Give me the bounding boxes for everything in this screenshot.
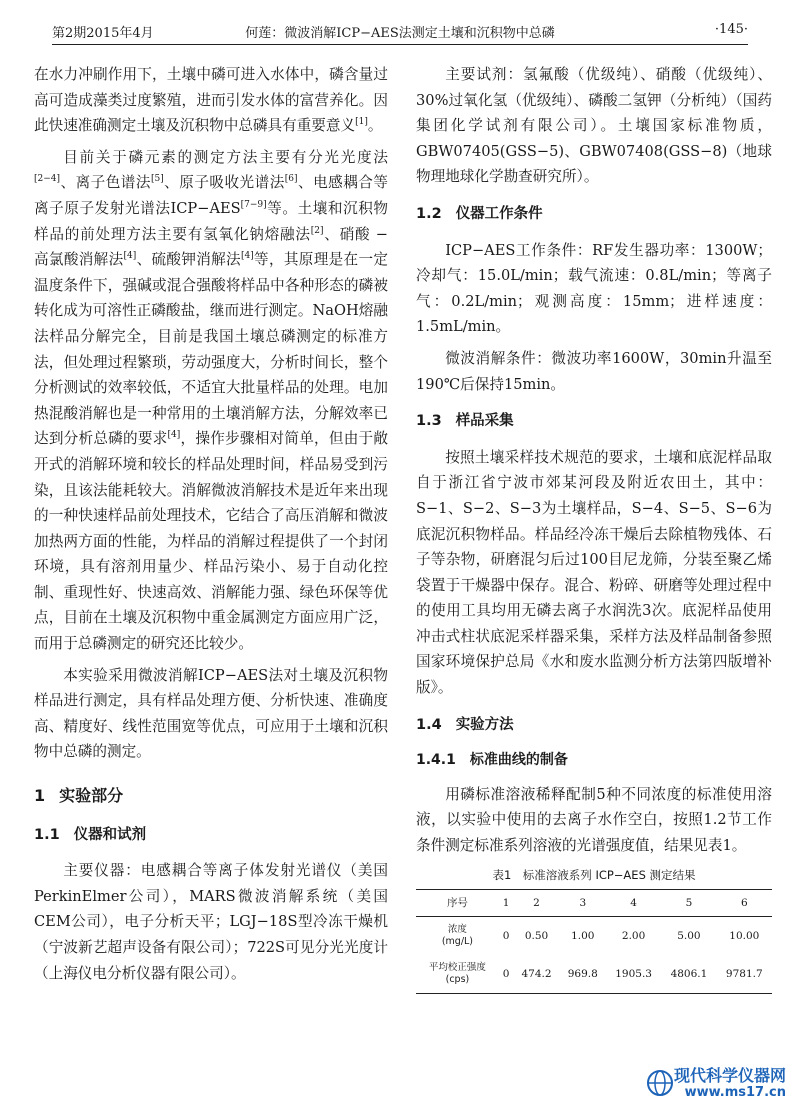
citation: [4]: [167, 430, 181, 441]
globe-icon: [646, 1069, 674, 1097]
paragraph: 在水力冲刷作用下，土壤中磷可进入水体中，磷含量过高可造成藻类过度繁殖，进而引发水体的富营养化。因此快速准确测定土壤及沉积物中总磷具有重要意义[1]。: [34, 66, 388, 135]
subsection-heading: 1.3 样品采集: [416, 413, 514, 430]
citation: [1]: [355, 117, 368, 128]
table-caption: 表1 标准溶液系列 ICP−AES 测定结果: [492, 867, 696, 882]
paragraph: 微波消解条件：微波功率1600W，30min升温至190℃后保持15min。: [416, 349, 772, 393]
subsection-heading: 1.4 实验方法: [416, 716, 514, 733]
left-column: [34, 62, 388, 992]
right-column: [416, 62, 772, 994]
citation: [5]: [150, 174, 164, 185]
table-cell: 474.2: [521, 967, 552, 980]
table-row: [416, 955, 772, 994]
citation: [2−4]: [34, 174, 61, 185]
header-cell: 6: [717, 889, 772, 916]
header-cell: 5: [661, 889, 716, 916]
running-header: [52, 18, 748, 45]
subsection-heading: 1.2 仪器工作条件: [416, 205, 543, 222]
watermark-title: 现代科学仪器网: [673, 1066, 786, 1085]
page-number: ·145·: [714, 22, 748, 37]
header-cell: 1: [499, 889, 514, 916]
paragraph: 主要仪器：电感耦合等离子体发射光谱仪（美国PerkinElmer公司），MARS微波消解系统（美国CEM公司），电子分析天平；LGJ−18S型冷冻干燥机（宁波新艺超声设备有限公司）；722S可见分光光度计（上海仪电分析仪器有限公司）。: [34, 862, 388, 982]
table-cell: 0: [502, 929, 510, 942]
header-cell: 2: [513, 889, 559, 916]
header-cell: 3: [560, 889, 606, 916]
watermark-url: www.ms17.cn: [684, 1085, 786, 1100]
results-table: [416, 889, 772, 994]
table-cell: 0.50: [524, 929, 549, 942]
table-cell: 1905.3: [615, 967, 652, 980]
table-header-row: [416, 889, 772, 916]
row-label: 平均校正强度 (cps): [428, 961, 486, 985]
row-label: 浓度 (mg/L): [441, 923, 474, 947]
header-cell: 序号: [416, 889, 499, 916]
section-heading: 1 实验部分: [34, 786, 124, 806]
subsection-heading: 1.1 仪器和试剂: [34, 826, 147, 843]
citation: [6]: [284, 174, 298, 185]
citation: [4]: [240, 251, 254, 262]
table-cell: 0: [502, 967, 510, 980]
table-cell: 10.00: [729, 929, 760, 942]
citation: [7−9]: [240, 200, 267, 211]
paragraph: 目前关于磷元素的测定方法主要有分光光度法[2−4]、离子色谱法[5]、原子吸收光谱法[6]、电感耦合等离子原子发射光谱法ICP−AES[7−9]等。土壤和沉积物样品的前处理方法主要有氢氧化钠熔融法[2]、硝酸 − 高氯酸消解法[4]、硫酸钾消解法[4]等，其原理是在一定温度条件下，强碱或混合强酸将样品中各种形态的磷被转化成为可溶性正磷酸盐，继而进行测定。NaOH熔融法样品分解完全，目前是我国土壤总磷测定的标准方法，但处理过程繁琐，劳动强度大，分析时间长，整个分析测试的效率较低，不适宜大批量样品的处理。电加热混酸消解也是一种常用的土壤消解方法，分解效率已达到分析总磷的要求[4]，操作步骤相对简单，但由于敞开式的消解环境和较长的样品处理时间，样品易受到污染，且该法能耗较大。消解微波消解技术是近年来出现的一种快速样品前处理技术，它结合了高压消解和微波加热两方面的性能，为样品的消解过程提供了一个封闭环境，具有溶剂用量少、样品污染小、易于自动化控制、重现性好、快速高效、消解能力强、绿色环保等优点，目前在土壤及沉积物中重金属测定方面应用广泛，而用于总磷测定的研究还比较少。: [34, 148, 388, 653]
table-cell: 4806.1: [670, 967, 708, 980]
subsubsection-heading: 1.4.1 标准曲线的制备: [416, 752, 568, 769]
paragraph: ICP−AES工作条件：RF发生器功率：1300W；冷却气：15.0L/min；载气流速：0.8L/min；等离子气：0.2L/min；观测高度：15mm；进样速度：1.5mL/min。: [416, 241, 772, 336]
table-row: [416, 916, 772, 955]
running-title: 何莲：微波消解ICP−AES法测定土壤和沉积物中总磷: [245, 26, 555, 41]
table-cell: 5.00: [677, 929, 701, 942]
table-cell: 1.00: [571, 929, 595, 942]
issue-date: 第2期2015年4月: [52, 26, 154, 41]
citation: [2]: [310, 225, 324, 236]
paragraph: 按照土壤采样技术规范的要求，土壤和底泥样品取自于浙江省宁波市郊某河段及附近农田土，其中：S−1、S−2、S−3为土壤样品，S−4、S−5、S−6为底泥沉积物样品。样品经冷冻干燥后去除植物残体、石子等杂物，研磨混匀后过100目尼龙筛，分装至聚乙烯袋置于干燥器中保存。混合、粉碎、研磨等处理过程中的使用工具均用无磷去离子水润洗3次。底泥样品使用冲击式柱状底泥采样器采集，采样方法及样品制备参照国家环境保护总局《水和废水监测分析方法第四版增补版》。: [416, 448, 772, 697]
table-cell: 969.8: [567, 967, 598, 980]
header-cell: 4: [606, 889, 661, 916]
citation: [4]: [123, 251, 137, 262]
watermark-logo: [646, 1063, 786, 1105]
paragraph: 用磷标准溶液稀释配制5种不同浓度的标准使用溶液，以实验中使用的去离子水作空白，按照1.2节工作条件测定标准系列溶液的光谱强度值，结果见表1。: [416, 785, 772, 855]
table-cell: 9781.7: [725, 967, 763, 980]
table-cell: 2.00: [621, 929, 646, 942]
paragraph: 本实验采用微波消解ICP−AES法对土壤及沉积物样品进行测定，具有样品处理方便、分析快速、准确度高、精度好、线性范围宽等优点，可应用于土壤和沉积物中总磷的测定。: [34, 666, 388, 761]
paragraph: 主要试剂：氢氟酸（优级纯）、硝酸（优级纯）、30%过氧化氢（优级纯）、磷酸二氢钾（分析纯）（国药集团化学试剂有限公司）。土壤国家标准物质，GBW07405(GSS−5)、GBW07408(GSS−8)（地球物理地球化学勘查研究所）。: [416, 66, 772, 186]
